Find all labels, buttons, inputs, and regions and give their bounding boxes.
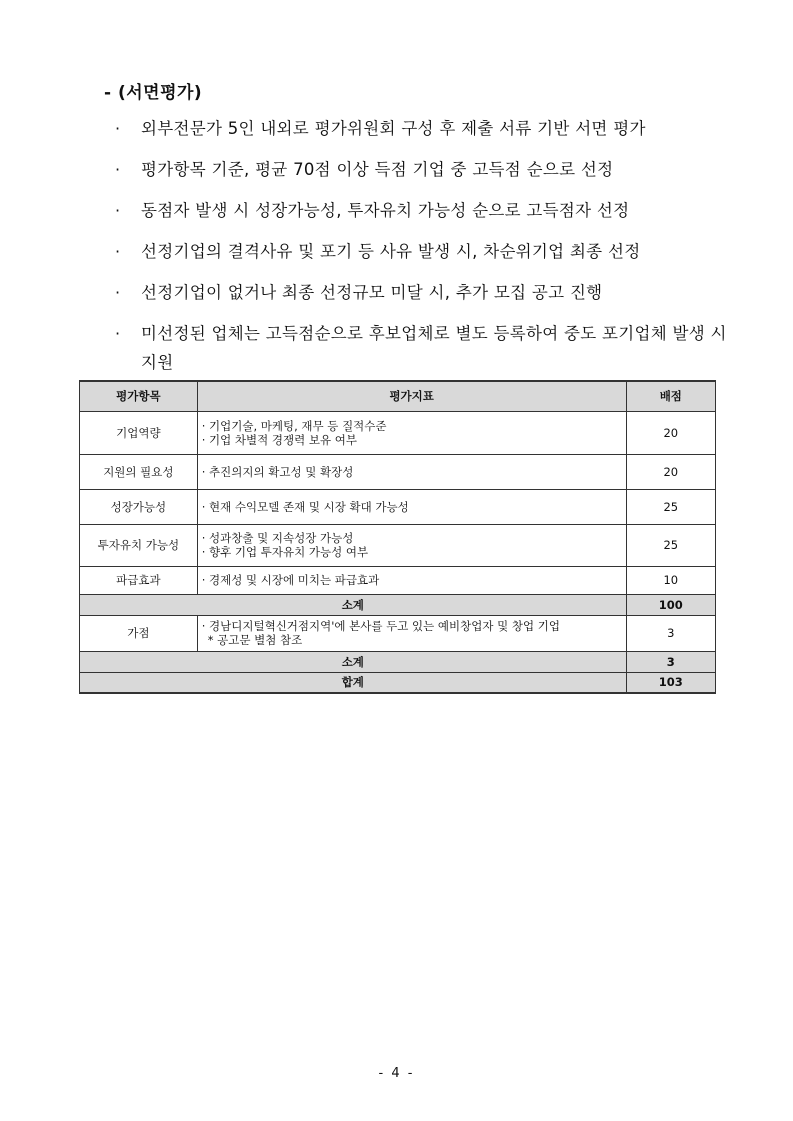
- index-line: · 향후 기업 투자유치 가능성 여부: [201, 545, 369, 559]
- row-index: [197, 454, 626, 489]
- bullet-dot: ·: [115, 160, 121, 179]
- bullet-item: [112, 155, 732, 184]
- subtotal-label: 소계: [80, 594, 627, 615]
- row-index: [197, 489, 626, 524]
- bullet-dot: ·: [115, 201, 121, 220]
- bullet-text: 선정기업이 없거나 최종 선정규모 미달 시, 추가 모집 공고 진행: [141, 283, 603, 302]
- row-score: 20: [626, 411, 715, 454]
- row-index: [197, 411, 626, 454]
- row-score: 20: [626, 454, 715, 489]
- bullet-text: 평가항목 기준, 평균 70점 이상 득점 기업 중 고득점 순으로 선정: [141, 160, 614, 179]
- criteria-bullet-list: [112, 114, 732, 389]
- row-item: 파급효과: [80, 566, 198, 594]
- bonus-index: [197, 615, 626, 651]
- bullet-text: 외부전문가 5인 내외로 평가위원회 구성 후 제출 서류 기반 서면 평가: [141, 119, 646, 138]
- table-row: [80, 524, 716, 566]
- bullet-text: 동점자 발생 시 성장가능성, 투자유치 가능성 순으로 고득점자 선정: [141, 201, 630, 220]
- bullet-dot: ·: [115, 324, 121, 343]
- total-row: [80, 672, 716, 693]
- bullet-text: 선정기업의 결격사유 및 포기 등 사유 발생 시, 차순위기업 최종 선정: [141, 242, 641, 261]
- subtotal-row: [80, 651, 716, 672]
- row-item: 투자유치 가능성: [80, 524, 198, 566]
- row-score: 25: [626, 524, 715, 566]
- table-row: [80, 454, 716, 489]
- subtotal-score: 3: [626, 651, 715, 672]
- table-row: [80, 411, 716, 454]
- index-line: · 경제성 및 시장에 미치는 파급효과: [201, 573, 380, 587]
- header-score: 배점: [626, 381, 715, 411]
- index-line: · 추진의지의 확고성 및 확장성: [201, 464, 354, 479]
- bullet-item: [112, 319, 732, 377]
- bullet-dot: ·: [115, 242, 121, 261]
- subtotal-score: 100: [626, 594, 715, 615]
- bullet-item: [112, 196, 732, 225]
- index-line: · 현재 수익모델 존재 및 시장 확대 가능성: [201, 499, 409, 514]
- page-number: - 4 -: [378, 1066, 415, 1081]
- index-line: · 성과창출 및 지속성장 가능성: [201, 531, 354, 545]
- row-item: 지원의 필요성: [80, 454, 198, 489]
- bullet-item: [112, 114, 732, 143]
- table-row: [80, 489, 716, 524]
- bonus-item: 가점: [80, 615, 198, 651]
- row-index: [197, 524, 626, 566]
- evaluation-criteria-table: [79, 380, 716, 694]
- bullet-item: [112, 237, 732, 266]
- row-score: 25: [626, 489, 715, 524]
- section-title: - (서면평가): [104, 83, 203, 103]
- header-evaluation-index: 평가지표: [197, 381, 626, 411]
- bullet-item: [112, 278, 732, 307]
- table-header-row: [80, 381, 716, 411]
- bullet-text: 미선정된 업체는 고득점순으로 후보업체로 별도 등록하여 중도 포기업체 발생 시 지원: [141, 324, 727, 372]
- bullet-dot: ·: [115, 119, 121, 138]
- index-line: · 경남디지털혁신거점지역'에 본사를 두고 있는 예비창업자 및 창업 기업: [201, 619, 560, 633]
- bonus-score: 3: [626, 615, 715, 651]
- index-line: · 기업 차별적 경쟁력 보유 여부: [201, 432, 357, 447]
- row-index: [197, 566, 626, 594]
- subtotal-row: [80, 594, 716, 615]
- bonus-row: [80, 615, 716, 651]
- index-note: * 공고문 별첨 참조: [207, 633, 303, 647]
- total-label: 합계: [80, 672, 627, 693]
- row-score: 10: [626, 566, 715, 594]
- row-item: 기업역량: [80, 411, 198, 454]
- total-score: 103: [626, 672, 715, 693]
- row-item: 성장가능성: [80, 489, 198, 524]
- bullet-dot: ·: [115, 283, 121, 302]
- header-evaluation-item: 평가항목: [80, 381, 198, 411]
- index-line: · 기업기술, 마케팅, 재무 등 질적수준: [201, 418, 387, 433]
- table-row: [80, 566, 716, 594]
- subtotal-label: 소계: [80, 651, 627, 672]
